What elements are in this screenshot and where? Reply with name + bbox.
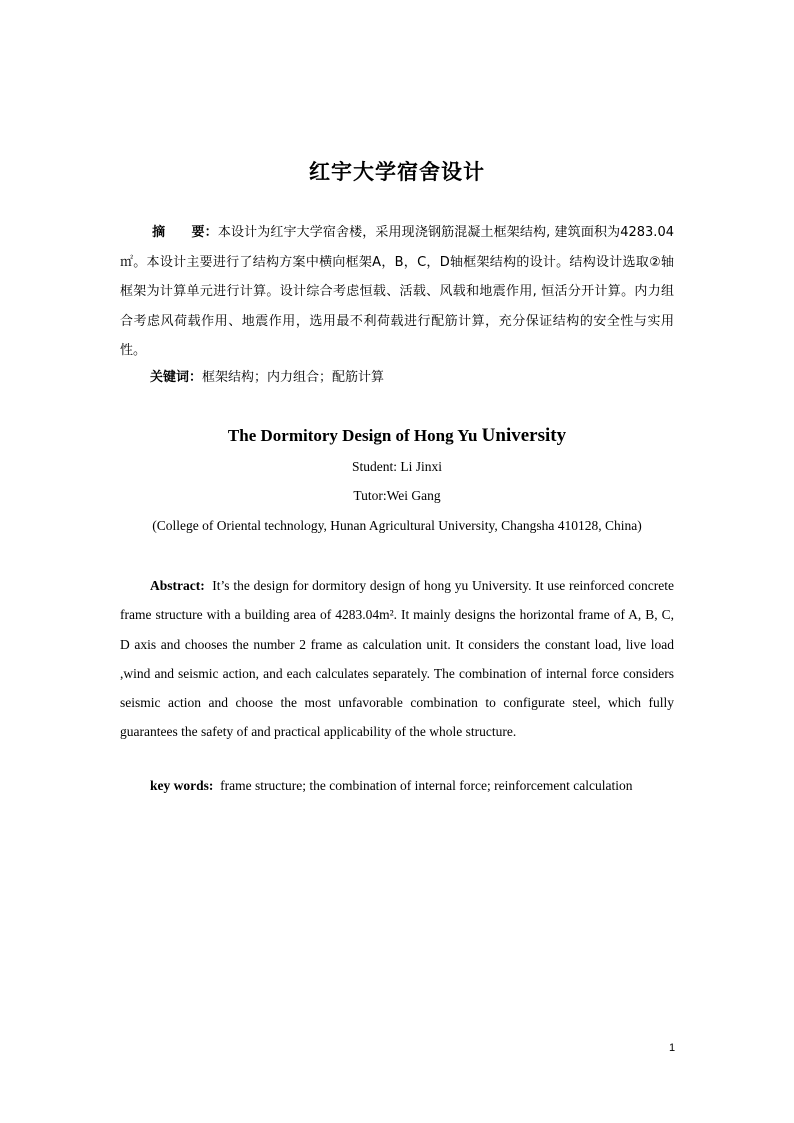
chinese-abstract-text: 本设计为红宇大学宿舍楼，采用现浇钢筋混凝土框架结构, 建筑面积为4283.04㎡。本设计主要进行了结构方案中横向框架A，B，C，D轴框架结构的设计。结构设计选取②轴框架为计算单元进行计算。设计综合考虑恒载、活载、风载和地震作用, 恒活分开计算。内力组合考虑风荷载作用、地震作用，选用最不利荷载进行配筋计算，充分保证结构的安全性与实用性。 <box>120 225 674 358</box>
english-title-main: The Dormitory Design of Hong Yu <box>227 426 482 445</box>
english-title <box>0 425 794 447</box>
chinese-keywords-text: 框架结构；内力组合；配筋计算 <box>202 370 385 385</box>
affiliation: (College of Oriental technology, Hunan Agricultural University, Changsha 410128, China) <box>152 518 642 533</box>
english-title-last-word: University <box>481 425 567 446</box>
page-number: 1 <box>668 1042 676 1054</box>
chinese-keywords <box>150 366 384 385</box>
chinese-title: 红宇大学宿舍设计 <box>309 160 485 184</box>
chinese-keywords-label: 关键词： <box>150 370 203 385</box>
english-abstract-label: Abstract: <box>150 578 205 593</box>
chinese-abstract <box>120 218 674 366</box>
tutor-name: Tutor:Wei Gang <box>353 488 441 503</box>
english-keywords <box>150 778 632 794</box>
english-abstract-text: It’s the design for dormitory design of hong yu University. It use reinforced concrete frame structure with a building area of 4283.04m². It mainly designs the horizontal frame of A, B, C, D axis and chooses the number 2 frame as calculation unit. It considers the constant load, live load ,wind and seismic action, and each calculates separately. The combination of internal force considers seismic action and choose the most unfavorable combination to configurate steel, which fully guarantees the safety of and practical applicability of the whole structure. <box>120 578 674 740</box>
chinese-abstract-label: 摘 要： <box>152 225 218 240</box>
student-name: Student: Li Jinxi <box>351 459 442 474</box>
english-keywords-text: frame structure; the combination of internal force; reinforcement calculation <box>220 778 633 793</box>
english-keywords-label: key words: <box>150 778 214 793</box>
english-abstract <box>120 571 674 747</box>
